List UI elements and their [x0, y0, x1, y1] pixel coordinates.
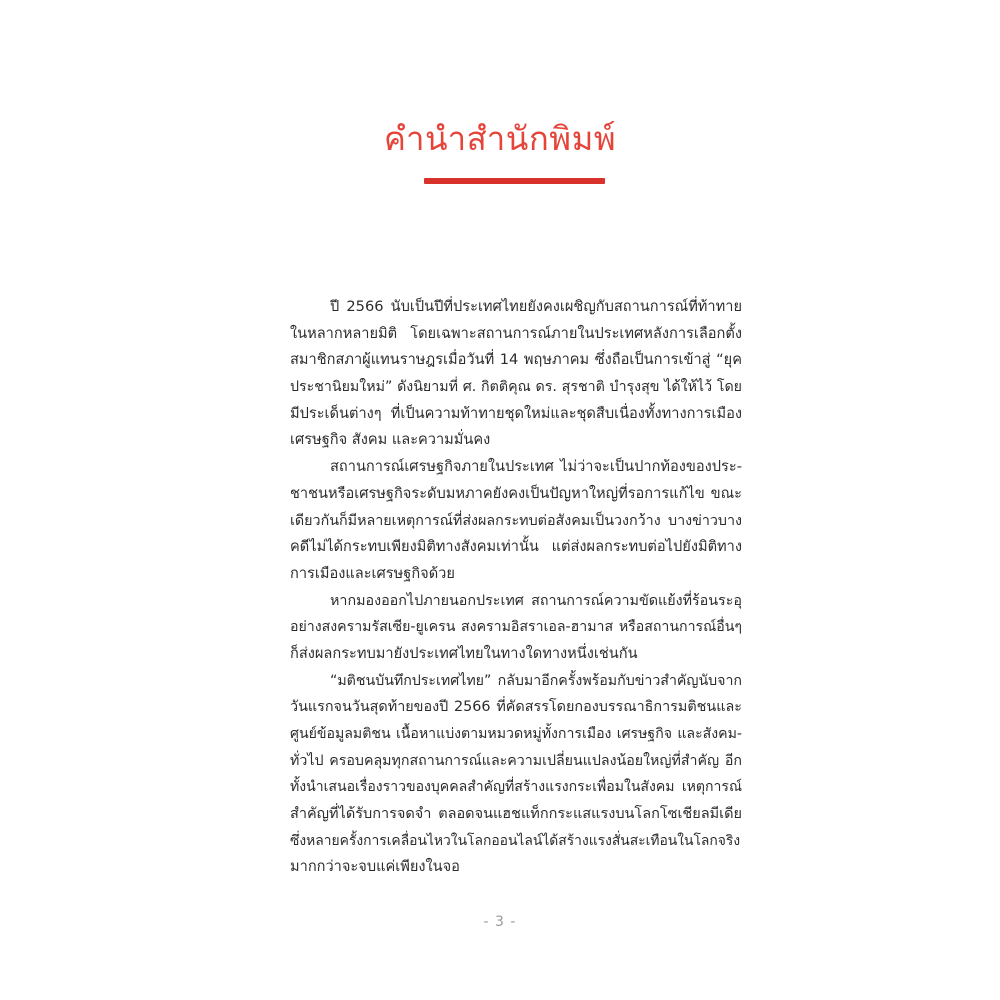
paragraph-4-line-6: สำคัญที่ได้รับการจดจำ ตลอดจนแฮชแท็กกระแสแรงบนโลกโซเชียลมีเดีย: [290, 806, 742, 823]
paragraph-4-line-8: มากกว่าจะจบแค่เพียงในจอ: [290, 858, 460, 876]
paragraph-1-line-5: มีประเด็นต่างๆ ที่เป็นความท้าทายชุดใหม่และชุดสืบเนื่องทั้งทางการเมือง: [290, 404, 742, 422]
paragraph-2-line-1: สถานการณ์เศรษฐกิจภายในประเทศ ไม่ว่าจะเป็นปากท้องของประ-: [330, 458, 742, 476]
body-text: [290, 294, 742, 881]
paragraph-1-line-1: ปี 2566 นับเป็นปีที่ประเทศไทยยังคงเผชิญกับสถานการณ์ที่ท้าทาย: [330, 298, 742, 315]
paragraph-2-line-5: การเมืองและเศรษฐกิจด้วย: [290, 564, 455, 582]
paragraph-1-line-2: ในหลากหลายมิติ โดยเฉพาะสถานการณ์ภายในประเทศหลังการเลือกตั้ง: [290, 324, 742, 342]
paragraph-3-line-1: หากมองออกไปภายนอกประเทศ สถานการณ์ความขัดแย้งที่ร้อนระอุ: [330, 592, 742, 609]
paragraph-3-line-2: อย่างสงครามรัสเซีย-ยูเครน สงครามอิสราเอล-ฮามาส หรือสถานการณ์อื่นๆ: [290, 619, 742, 636]
paragraph-1-line-6: เศรษฐกิจ สังคม และความมั่นคง: [290, 431, 491, 449]
paragraph-4-line-1: “มติชนบันทึกประเทศไทย” กลับมาอีกครั้งพร้อมกับข่าวสำคัญนับจาก: [330, 672, 742, 689]
paragraph-4-line-5: ทั้งนำเสนอเรื่องราวของบุคคลสำคัญที่สร้างแรงกระเพื่อมในสังคม เหตุการณ์: [290, 779, 742, 796]
paragraph-2-line-2: ชาชนหรือเศรษฐกิจระดับมหภาคยังคงเป็นปัญหาใหญ่ที่รอการแก้ไข ขณะ: [290, 484, 742, 502]
paragraph-4-line-7: ซึ่งหลายครั้งการเคลื่อนไหวในโลกออนไลน์ได้สร้างแรงสั่นสะเทือนในโลกจริง: [290, 832, 741, 849]
paragraph-4-line-3: ศูนย์ข้อมูลมติชน เนื้อหาแบ่งตามหมวดหมู่ทั้งการเมือง เศรษฐกิจ และสังคม-: [290, 726, 742, 742]
paragraph-1-line-3: สมาชิกสภาผู้แทนราษฎรเมื่อวันที่ 14 พฤษภาคม ซึ่งถือเป็นการเข้าสู่ “ยุค: [290, 351, 742, 369]
paragraph-4-line-2: วันแรกจนวันสุดท้ายของปี 2566 ที่คัดสรรโดยกองบรรณาธิการมติชนและ: [290, 699, 742, 716]
page-number: - 3 -: [483, 914, 517, 930]
paragraph-2-line-3: เดียวกันก็มีหลายเหตุการณ์ที่ส่งผลกระทบต่อสังคมเป็นวงกว้าง บางข่าวบาง: [290, 512, 742, 529]
paragraph-2-line-4: คดีไม่ได้กระทบเพียงมิติทางสังคมเท่านั้น แต่ส่งผลกระทบต่อไปยังมิติทาง: [290, 538, 742, 556]
title-underline: [424, 178, 605, 184]
paragraph-1-line-4: ประชานิยมใหม่” ดังนิยามที่ ศ. กิตติคุณ ดร. สุรชาติ บำรุงสุข ได้ให้ไว้ โดย: [290, 379, 742, 396]
paragraph-4-line-4: ทั่วไป ครอบคลุมทุกสถานการณ์และความเปลี่ยนแปลงน้อยใหญ่ที่สำคัญ อีก: [290, 752, 742, 769]
page-title: คำนำสำนักพิมพ์: [383, 119, 617, 158]
paragraph-3-line-3: ก็ส่งผลกระทบมายังประเทศไทยในทางใดทางหนึ่งเช่นกัน: [290, 644, 638, 662]
